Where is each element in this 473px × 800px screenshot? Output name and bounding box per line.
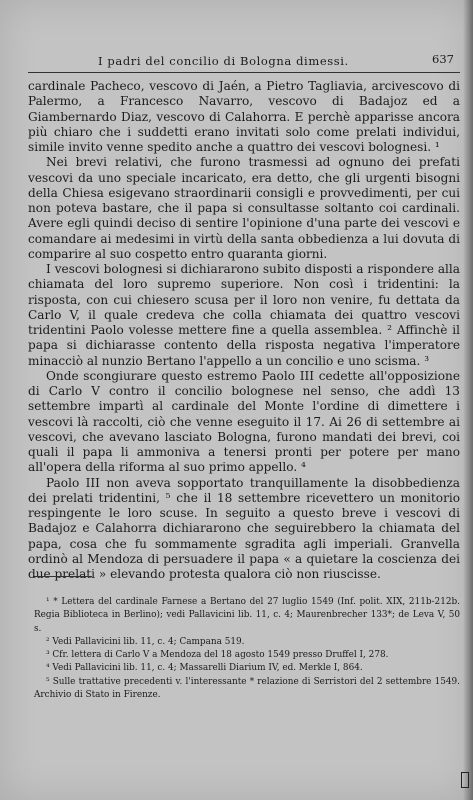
paragraph: Onde scongiurare questo estremo Paolo III cedette all'opposizione di Carlo V contro il concilio bolognese nel senso, che addì 13 settembre impartì al cardinale del Monte l'ordine di dimettere i vescovi là raccolti, ciò che venne eseguito il 17. Ai 26 di settembre ai vescovi, che avevano lasciato Bologna, furono mandati dei brevi, coi quali il papa li ammoniva a tenersi pronti per potere per mano all'opera della riforma al suo primo appello. ⁴ — [28, 368, 460, 475]
scan-corner-mark — [461, 772, 469, 788]
page-edge-shadow — [463, 0, 473, 800]
running-header — [28, 50, 460, 73]
footnotes — [34, 596, 460, 702]
footnote: ² Vedi Pallavicini lib. 11, c. 4; Campana 519. — [46, 636, 245, 647]
running-title: I padri del concilio di Bologna dimessi. — [98, 54, 349, 68]
paragraph: I vescovi bolognesi si dichiararono subito disposti a rispondere alla chiamata del loro supremo superiore. Non così i tridentini: la risposta, con cui chiesero scusa per il loro non venire, fu dettata da Carlo V, il quale credeva che colla chiamata dei quattro vescovi tridentini Paolo volesse mettere fine a quella assemblea. ² Affinchè il papa si dichiarasse contento della risposta negativa l'imperatore minacciò al nunzio Bertano l'appello a un concilio e uno scisma. ³ — [28, 262, 460, 368]
footnote: ⁴ Vedi Pallavicini lib. 11, c. 4; Massarelli Diarium IV, ed. Merkle I, 864. — [46, 663, 363, 674]
footnote: ³ Cfr. lettera di Carlo V a Mendoza del 18 agosto 1549 presso Druffel I, 278. — [46, 650, 389, 661]
footnote: ¹ * Lettera del cardinale Farnese a Bertano del 27 luglio 1549 (Inf. polit. XIX, 211b-212b. Regia Biblioteca in Berlino); vedi Pallavicini lib. 11, c. 4; Maurenbrecher 133*; de Leva V, 50 s. — [34, 597, 460, 634]
footnote: ⁵ Sulle trattative precedenti v. l'interessante * relazione di Serristori del 2 settembre 1549. Archivio di Stato in Firenze. — [34, 676, 460, 701]
paragraph: Paolo III non aveva sopportato tranquillamente la disobbedienza dei prelati tridentini, ⁵ che il 18 settembre ricevettero un monitorio respingente le loro scuse. In seguito a questo breve i vescovi di Badajoz e Calahorra dichiararono che seguirebbero la chiamata del papa, cosa che fu sommamente sgradita agli imperiali. Granvella ordinò al Mendoza di persuadere il papa « a quietare la coscienza dei due prelati » elevando protesta qualora ciò non riuscisse. — [28, 475, 460, 581]
paragraph: Nei brevi relativi, che furono trasmessi ad ognuno dei prefati vescovi da uno speciale incaricato, era detto, che gli urgenti bisogni della Chiesa esigevano straordinarii consigli e provvedimenti, per cui non poteva bastare, che il papa si consultasse soltanto coi cardinali. Avere egli quindi deciso di sentire l'opinione d'una parte dei vescovi e comandare ai medesimi in virtù della santa obbedienza a lui dovuta di comparire al suo cospetto entro quaranta giorni. — [28, 155, 460, 261]
footnote-divider — [34, 576, 92, 577]
page-number: 637 — [432, 52, 454, 66]
paragraph: cardinale Pacheco, vescovo di Jaén, a Pietro Tagliavia, arcivescovo di Palermo, a Francesco Navarro, vescovo di Badajoz ed a Giambernardo Diaz, vescovo di Calahorra. E perchè apparisse ancora più chiaro che i suddetti erano invitati solo come prelati individui, simile invito venne spedito anche a quattro dei vescovi bolognesi. ¹ — [28, 79, 460, 154]
main-text — [28, 79, 460, 582]
